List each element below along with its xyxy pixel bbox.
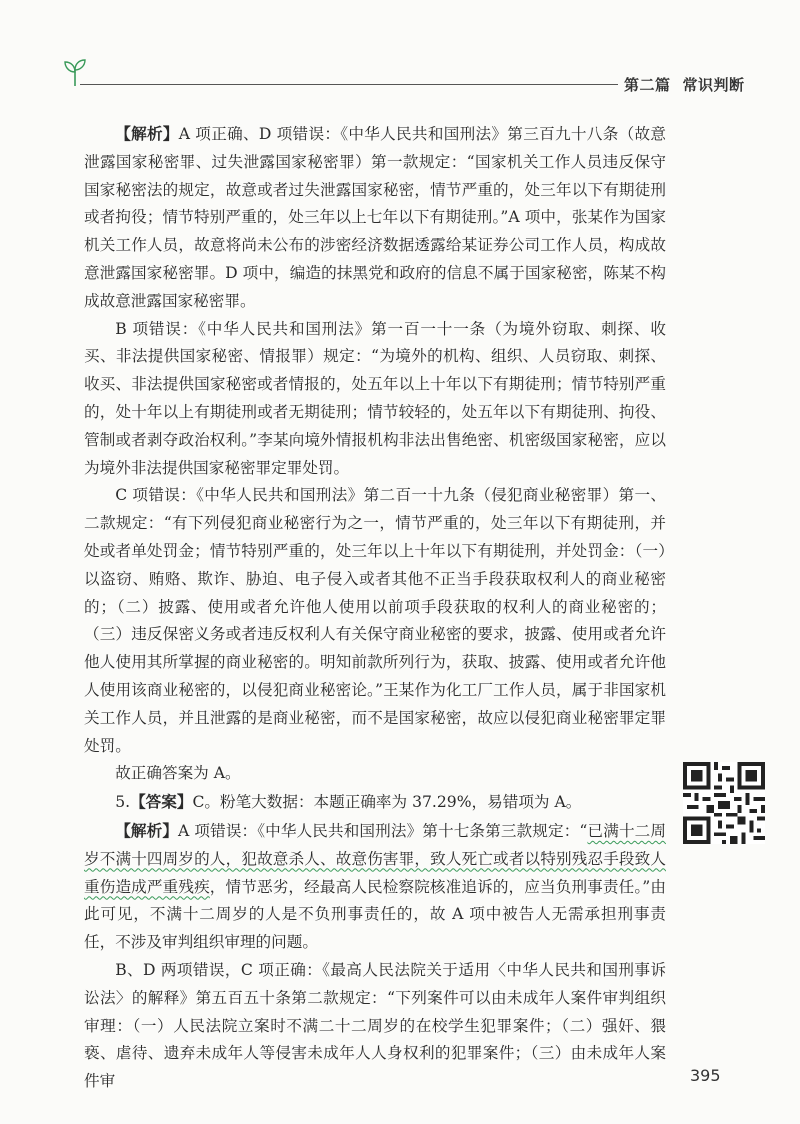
header-section: 第二篇: [624, 76, 671, 94]
paragraph-option-c: C 项错误：《中华人民共和国刑法》第二百一十九条（侵犯商业秘密罪）第一、二款规定：“有下列侵犯商业秘密行为之一，情节严重的，处三年以下有期徒刑，并处或者单处罚金；情节特别严重的，处三年以上十年以下有期徒刑，并处罚金：（一）以盗窃、贿赂、欺诈、胁迫、电子侵入或者其他不正当手段获取权利人的商业秘密的；（二）披露、使用或者允许他人使用以前项手段获取的权利人的商业秘密的；（三）违反保密义务或者违反权利人有关保守商业秘密的要求，披露、使用或者允许他人使用其所掌握的商业秘密的。明知前款所列行为，获取、披露、使用或者允许他人使用该商业秘密的，以侵犯商业秘密论。”王某作为化工厂工作人员，属于非国家机关工作人员，并且泄露的是商业秘密，而不是国家秘密，故应以侵犯商业秘密罪定罪处罚。: [84, 486, 666, 755]
question-number: 5.: [115, 793, 131, 812]
paragraph-conclusion: 故正确答案为 A。: [115, 764, 241, 783]
analysis-text: A 项正确、D 项错误：《中华人民共和国刑法》第三百九十八条（故意泄露国家秘密罪、过失泄露国家秘密罪）第一款规定：“国家机关工作人员违反保守国家秘密法的规定，故意或者过失泄露国家秘密，情节严重的，处三年以下有期徒刑或者拘役；情节特别严重的，处三年以上七年以下有期徒刑。”A 项中，张某作为国家机关工作人员，故意将尚未公布的涉密经济数据透露给某证券公司工作人员，构成故意泄露国家秘密罪。D 项中，编造的抹黑党和政府的信息不属于国家秘密，陈某不构成故意泄露国家秘密罪。: [84, 125, 666, 310]
paragraph-analysis-5: [84, 817, 666, 957]
qr-code-icon[interactable]: [683, 762, 765, 844]
header-title: 常识判断: [682, 76, 745, 94]
running-header: [624, 74, 745, 95]
analysis-label: 【解析】: [115, 820, 179, 840]
paragraph-option-bcd: B、D 两项错误，C 项正确：《最高人民法院关于适用〈中华人民共和国刑事诉讼法〉的解释》第五百五十条第二款规定：“下列案件可以由未成年人案件审判组织审理：（一）人民法院立案时不满二十二周岁的在校学生犯罪案件；（二）强奸、猥亵、虐待、遗弃未成年人等侵害未成年人人身权利的犯罪案件；（三）由未成年人案件审: [84, 960, 666, 1091]
page-number: 395: [690, 1066, 721, 1085]
answer-label: 【答案】: [130, 792, 193, 812]
analysis-label: 【解析】: [115, 124, 179, 143]
page-body: [84, 120, 666, 1096]
paragraph-option-b: B 项错误：《中华人民共和国刑法》第一百一十一条（为境外窃取、刺探、收买、非法提供国家秘密、情报罪）规定：“为境外的机构、组织、人员窃取、刺探、收买、非法提供国家秘密或者情报的，处五年以上十年以下有期徒刑；情节特别严重的，处十年以上有期徒刑或者无期徒刑；情节较轻的，处五年以下有期徒刑、拘役、管制或者剥夺政治权利。”李某向境外情报机构非法出售绝密、机密级国家秘密，应以为境外非法提供国家秘密罪定罪处罚。: [84, 319, 666, 477]
analysis-lead: A 项错误：《中华人民共和国刑法》第十七条第三款规定：“: [178, 821, 588, 840]
header-rule: [80, 84, 618, 85]
highlighted-clause: 已满十二周岁不满十四周岁的人，犯故意杀人、故意伤害罪，致人死亡或者以特别残忍手段致人重伤造成严重残疾: [84, 821, 666, 896]
analysis-tail: ，情节恶劣，经最高人民检察院核准追诉的，应当负刑事责任。”由此可见，不满十二周岁的人是不负刑事责任的，故 A 项中被告人无需承担刑事责任，不涉及审判组织审理的问题。: [84, 877, 666, 952]
paragraph-answer-5: [84, 788, 666, 817]
paragraph-analysis-4: [84, 120, 666, 316]
answer-text: C。粉笔大数据：本题正确率为 37.29%，易错项为 A。: [192, 793, 582, 812]
